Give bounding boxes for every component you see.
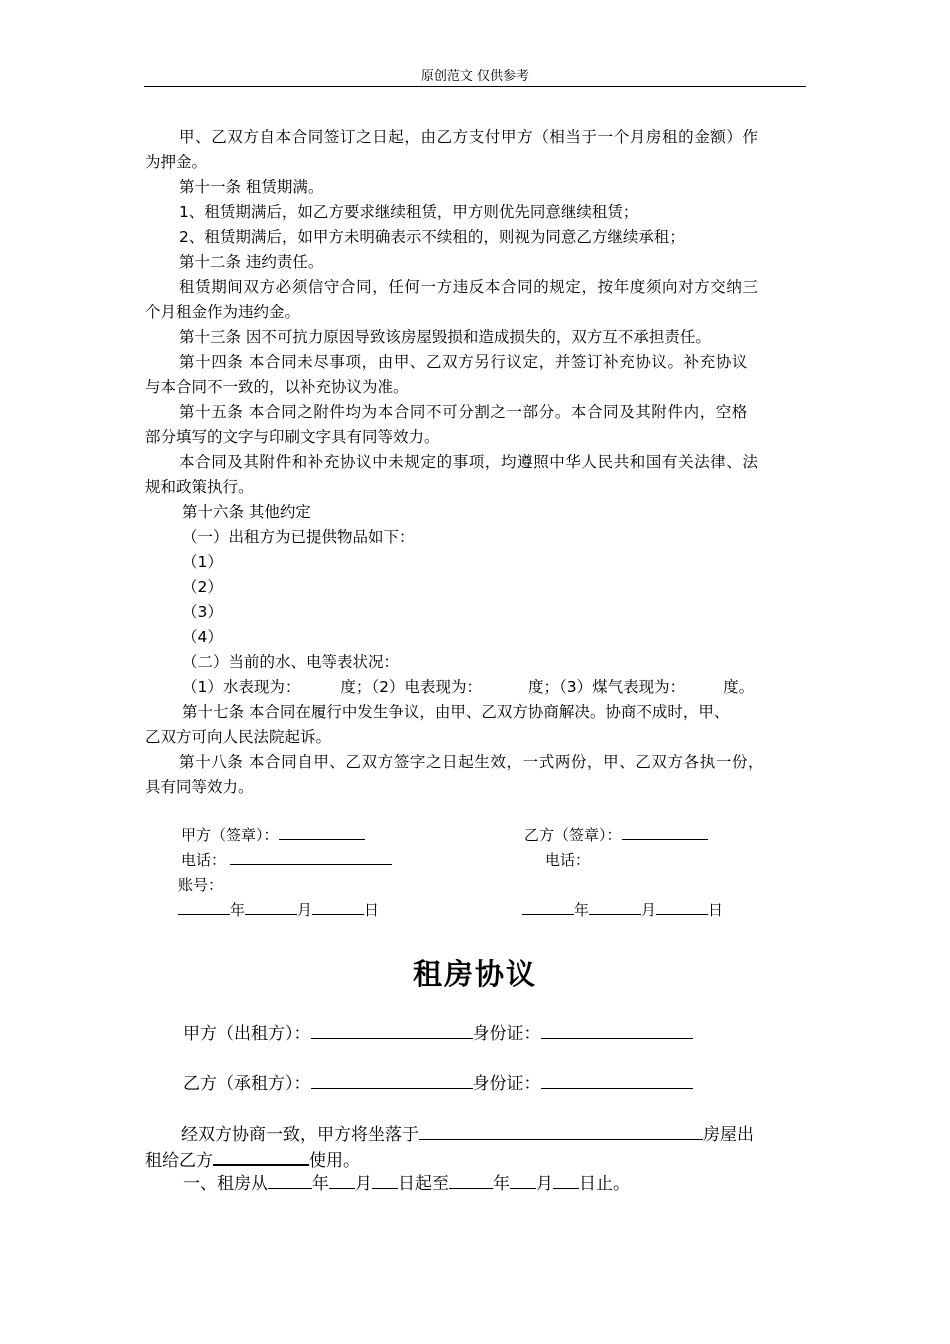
- lease-term-label: 一、租房从: [183, 1174, 268, 1194]
- start-month-label: 月: [355, 1174, 372, 1194]
- lessee-label: 乙方（承租方）：: [183, 1074, 311, 1094]
- lessee-line: [183, 1071, 693, 1097]
- article-12-line-2: 个月租金作为违约金。: [145, 303, 301, 321]
- property-address-blank[interactable]: [419, 1122, 703, 1140]
- lease-title: 租房协议: [412, 957, 537, 991]
- month-label: 月: [641, 901, 657, 919]
- party-a-month-blank[interactable]: [245, 899, 297, 915]
- party-b-phone: [545, 848, 590, 872]
- item-4: （4）: [182, 628, 223, 646]
- gas-meter-unit: 度。: [723, 678, 755, 696]
- lease-term-line: [183, 1171, 630, 1197]
- party-a-phone-label: 电话：: [181, 851, 227, 869]
- day-label: 日: [364, 901, 380, 919]
- party-b-signature-label: 乙方（签章）：: [524, 826, 622, 844]
- lessee-name-blank[interactable]: [311, 1071, 473, 1089]
- lessor-id-blank[interactable]: [541, 1021, 693, 1039]
- month-label: 月: [297, 901, 313, 919]
- end-year-blank[interactable]: [449, 1171, 493, 1189]
- water-meter-unit: 度；: [340, 678, 372, 696]
- article-18-line-2: 具有同等效力。: [145, 778, 254, 796]
- electric-meter-unit: 度；: [528, 678, 560, 696]
- party-a-phone-blank[interactable]: [230, 849, 392, 865]
- article-15-line-2: 部分填写的文字与印刷文字具有同等效力。: [145, 428, 440, 446]
- end-month-blank[interactable]: [510, 1171, 536, 1189]
- article-12-line-1: 租赁期间双方必须信守合同，任何一方违反本合同的规定，按年度须向对方交纳三: [179, 278, 759, 296]
- party-a-signature-label: 甲方（签章）：: [181, 826, 279, 844]
- lease-intro-line-2: [145, 1147, 360, 1174]
- lessor-label: 甲方（出租方）：: [183, 1024, 311, 1044]
- party-b-signature-blank[interactable]: [622, 824, 708, 840]
- article-16-meters-heading: （二）当前的水、电等表状况：: [182, 653, 400, 671]
- party-a-account-label: 账号：: [178, 876, 224, 894]
- item-3: （3）: [182, 603, 223, 621]
- start-day-blank[interactable]: [372, 1171, 398, 1189]
- item-1: （1）: [182, 553, 223, 571]
- page-header: 原创范文 仅供参考: [420, 69, 530, 84]
- lessee-id-blank[interactable]: [541, 1071, 693, 1089]
- lease-intro-line-2-text: 租给乙方: [145, 1151, 213, 1171]
- law-clause-line-1: 本合同及其附件和补充协议中未规定的事项，均遵照中华人民共和国有关法律、法: [179, 453, 759, 471]
- lease-intro-text: 经双方协商一致，甲方将坐落于: [181, 1125, 419, 1145]
- meter-readings: [182, 675, 807, 700]
- article-12-title: 第十二条 违约责任。: [179, 253, 324, 271]
- article-11-item-1: 1、租赁期满后，如乙方要求继续租赁，甲方则优先同意继续租赁；: [179, 203, 639, 221]
- article-18-line-1: 第十八条 本合同自甲、乙双方签字之日起生效，一式两份，甲、乙双方各执一份，: [179, 753, 765, 771]
- end-month-label: 月: [536, 1174, 553, 1194]
- day-label: 日: [708, 901, 724, 919]
- article-17-line-2: 乙双方可向人民法院起诉。: [145, 728, 332, 746]
- party-b-day-blank[interactable]: [656, 899, 708, 915]
- party-a-signature: [181, 823, 365, 847]
- lessor-id-label: 身份证：: [472, 1024, 541, 1044]
- party-b-year-blank[interactable]: [522, 899, 574, 915]
- article-14-line-2: 与本合同不一致的，以补充协议为准。: [145, 378, 409, 396]
- start-year-blank[interactable]: [268, 1171, 312, 1189]
- law-clause-line-2: 规和政策执行。: [145, 478, 254, 496]
- lease-intro-line-2-end: 使用。: [309, 1151, 360, 1171]
- header-rule: [144, 86, 806, 87]
- lessor-line: [183, 1021, 693, 1047]
- end-day-blank[interactable]: [553, 1171, 579, 1189]
- usage-purpose-blank[interactable]: [213, 1147, 309, 1166]
- party-b-date: [522, 898, 723, 922]
- party-b-month-blank[interactable]: [589, 899, 641, 915]
- party-b-signature: [524, 823, 708, 847]
- year-label: 年: [230, 901, 246, 919]
- article-14-line-1: 第十四条 本合同未尽事项，由甲、乙双方另行议定，并签订补充协议。补充协议: [179, 353, 749, 371]
- article-16-items-heading: （一）出租方为已提供物品如下：: [182, 528, 415, 546]
- paragraph-deposit-cont: 为押金。: [145, 153, 208, 171]
- party-b-phone-label: 电话：: [545, 851, 591, 869]
- year-label: 年: [574, 901, 590, 919]
- start-month-blank[interactable]: [329, 1171, 355, 1189]
- lessor-name-blank[interactable]: [311, 1021, 473, 1039]
- party-a-phone: [181, 848, 392, 872]
- article-11-title: 第十一条 租赁期满。: [179, 178, 324, 196]
- party-a-account: [178, 873, 223, 897]
- party-a-signature-blank[interactable]: [279, 824, 365, 840]
- article-16-title: 第十六条 其他约定: [182, 503, 311, 521]
- party-a-day-blank[interactable]: [312, 899, 364, 915]
- item-2: （2）: [182, 578, 223, 596]
- end-year-label: 年: [493, 1174, 510, 1194]
- party-a-date: [178, 898, 379, 922]
- gas-meter-label: （3）煤气表现为：: [559, 678, 686, 696]
- party-a-year-blank[interactable]: [178, 899, 230, 915]
- lease-term-until: 日起至: [398, 1174, 449, 1194]
- lease-intro-text-end: 房屋出: [703, 1125, 754, 1145]
- article-13: 第十三条 因不可抗力原因导致该房屋毁损和造成损失的，双方互不承担责任。: [179, 328, 711, 346]
- electric-meter-label: （2）电表现为：: [371, 678, 483, 696]
- paragraph-deposit: 甲、乙双方自本合同签订之日起，由乙方支付甲方（相当于一个月房租的金额）作: [179, 128, 759, 146]
- article-11-item-2: 2、租赁期满后，如甲方未明确表示不续租的，则视为同意乙方继续承租；: [179, 228, 685, 246]
- lease-intro-line-1: [181, 1122, 754, 1148]
- start-year-label: 年: [312, 1174, 329, 1194]
- lease-term-end: 日止。: [579, 1174, 630, 1194]
- water-meter-label: （1）水表现为：: [182, 678, 301, 696]
- article-15-line-1: 第十五条 本合同之附件均为本合同不可分割之一部分。本合同及其附件内，空格: [179, 403, 749, 421]
- article-17-line-1: 第十七条 本合同在履行中发生争议，由甲、乙双方协商解决。协商不成时，甲、: [182, 703, 730, 721]
- lessee-id-label: 身份证：: [472, 1074, 541, 1094]
